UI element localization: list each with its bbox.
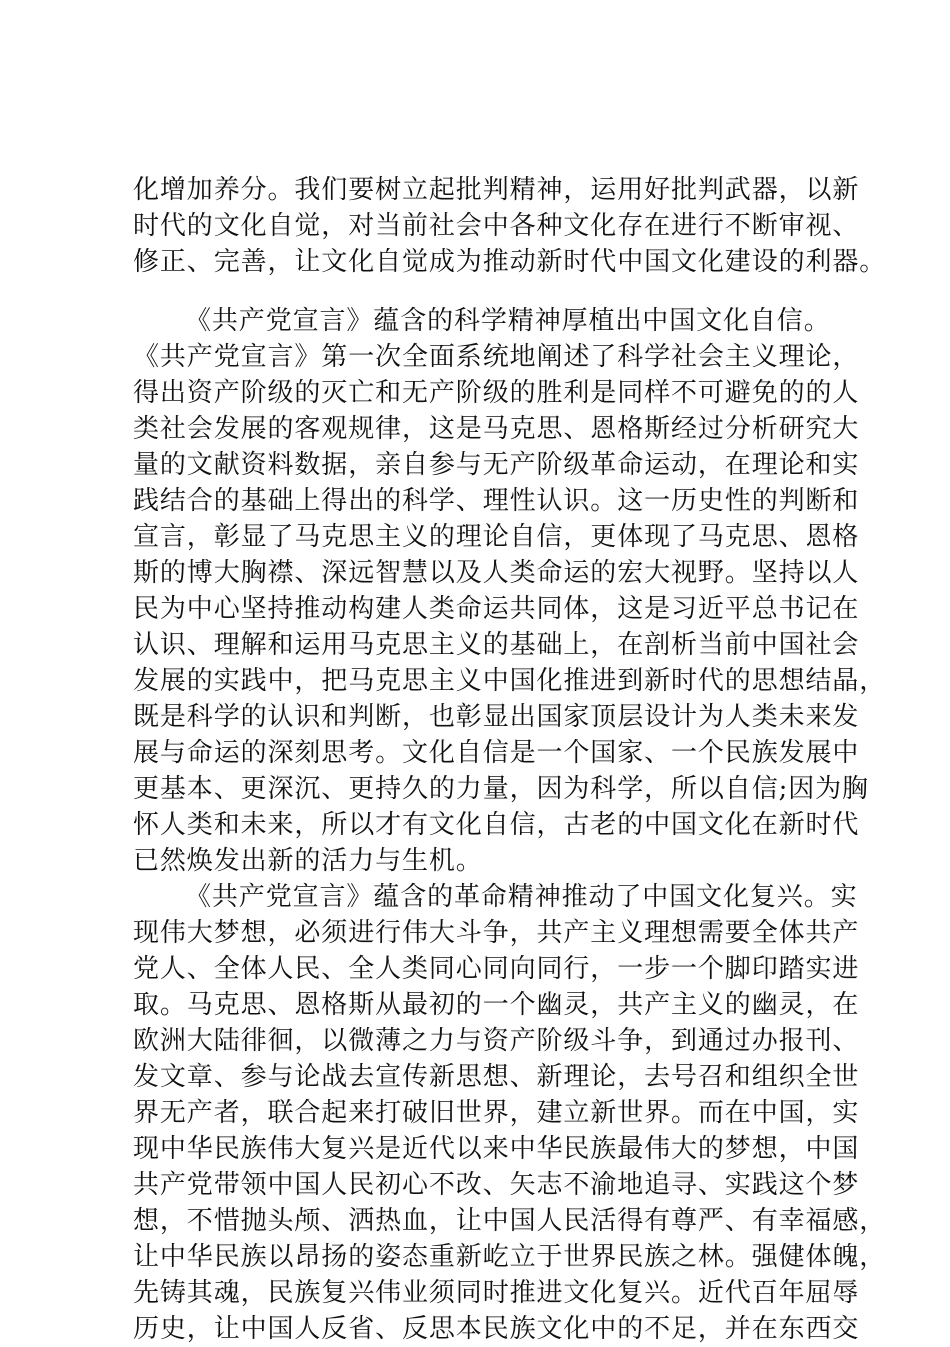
text-line: 共产党带领中国人民初心不改、矢志不渝地追寻、实践这个梦 <box>133 1170 860 1200</box>
text-line: 怀人类和未来，所以才有文化自信，古老的中国文化在新时代 <box>133 810 860 840</box>
text-line: 发展的实践中，把马克思主义中国化推进到新时代的思想结晶， <box>133 666 887 696</box>
text-line: 得出资产阶级的灭亡和无产阶级的胜利是同样不可避免的的人 <box>133 378 860 408</box>
text-line: 斯的博大胸襟、深远智慧以及人类命运的宏大视野。坚持以人 <box>133 558 860 588</box>
text-line: 党人、全体人民、全人类同心同向同行，一步一个脚印踏实进 <box>133 954 860 984</box>
paragraph-first-line: 《共产党宣言》蕴含的科学精神厚植出中国文化自信。 <box>185 306 831 336</box>
text-line: 现中华民族伟大复兴是近代以来中华民族最伟大的梦想，中国 <box>133 1134 860 1164</box>
text-line: 历史，让中国人反省、反思本民族文化中的不足，并在东西交 <box>133 1314 860 1344</box>
text-line: 展与命运的深刻思考。文化自信是一个国家、一个民族发展中 <box>133 738 860 768</box>
text-line: 既是科学的认识和判断，也彰显出国家顶层设计为人类未来发 <box>133 702 860 732</box>
text-line: 先铸其魂，民族复兴伟业须同时推进文化复兴。近代百年屈辱 <box>133 1278 860 1308</box>
text-line: 类社会发展的客观规律，这是马克思、恩格斯经过分析研究大 <box>133 414 860 444</box>
text-line: 修正、完善，让文化自觉成为推动新时代中国文化建设的利器。 <box>133 247 887 277</box>
text-line: 认识、理解和运用马克思主义的基础上，在剖析当前中国社会 <box>133 630 860 660</box>
text-line: 化增加养分。我们要树立起批判精神，运用好批判武器，以新 <box>133 175 860 205</box>
paragraph-first-line: 《共产党宣言》蕴含的革命精神推动了中国文化复兴。实 <box>185 882 858 912</box>
text-line: 发文章、参与论战去宣传新思想、新理论，去号召和组织全世 <box>133 1062 860 1092</box>
text-line: 践结合的基础上得出的科学、理性认识。这一历史性的判断和 <box>133 486 860 516</box>
text-line: 取。马克思、恩格斯从最初的一个幽灵，共产主义的幽灵，在 <box>133 990 860 1020</box>
text-line: 《共产党宣言》第一次全面系统地阐述了科学社会主义理论， <box>133 342 860 372</box>
text-line: 时代的文化自觉，对当前社会中各种文化存在进行不断审视、 <box>133 211 860 241</box>
text-line: 民为中心坚持推动构建人类命运共同体，这是习近平总书记在 <box>133 594 860 624</box>
text-line: 量的文献资料数据，亲自参与无产阶级革命运动，在理论和实 <box>133 450 860 480</box>
text-line: 已然焕发出新的活力与生机。 <box>133 846 483 876</box>
text-line: 现伟大梦想，必须进行伟大斗争，共产主义理想需要全体共产 <box>133 918 860 948</box>
text-line: 想，不惜抛头颅、洒热血，让中国人民活得有尊严、有幸福感， <box>133 1206 887 1236</box>
text-line: 宣言，彰显了马克思主义的理论自信，更体现了马克思、恩格 <box>133 522 860 552</box>
text-line: 界无产者，联合起来打破旧世界，建立新世界。而在中国，实 <box>133 1098 860 1128</box>
text-line: 欧洲大陆徘徊，以微薄之力与资产阶级斗争，到通过办报刊、 <box>133 1026 860 1056</box>
text-line: 让中华民族以昂扬的姿态重新屹立于世界民族之林。强健体魄， <box>133 1242 887 1272</box>
text-line: 更基本、更深沉、更持久的力量，因为科学，所以自信;因为胸 <box>133 774 869 804</box>
